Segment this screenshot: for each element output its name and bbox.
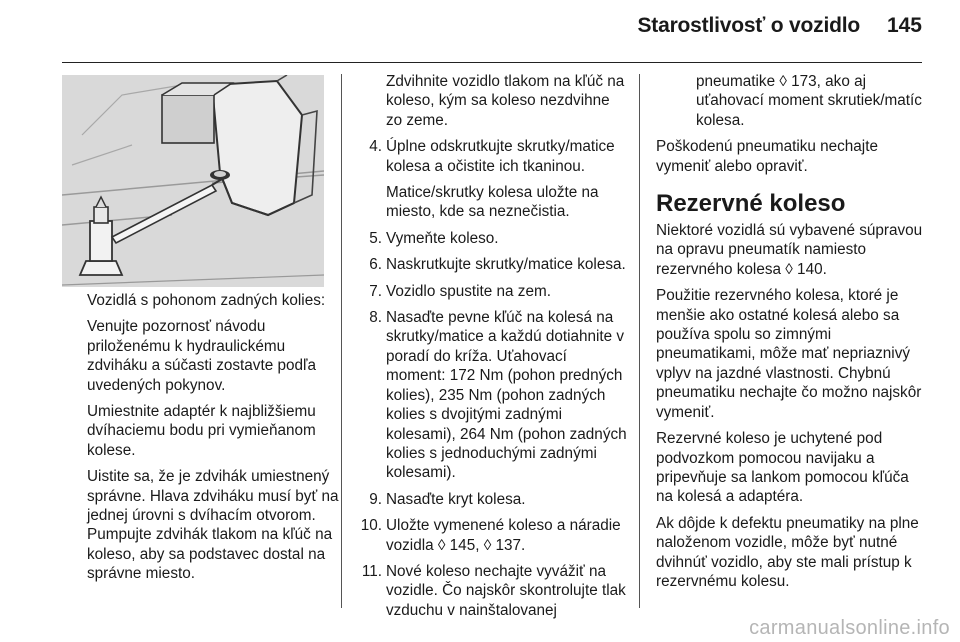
continued-step: Zdvihnite vozidlo tlakom na kľúč na koleso, kým sa koleso nezdvihne zo zeme. xyxy=(386,73,625,129)
jack-illustration xyxy=(62,75,324,287)
step-text: Nové koleso nechajte vyvážiť na vozidle. Čo najskôr skontrolujte tlak vzduchu v nainštalovanej xyxy=(386,562,626,619)
step-text: Úplne odskrutkujte skrutky/matice kolesa a očistite ich tkaninou. xyxy=(386,138,615,175)
step-number: 8. xyxy=(369,309,382,327)
rwd-intro: Vozidlá s pohonom zadných kolies: xyxy=(87,292,326,309)
watermark: carmanualsonline.info xyxy=(749,617,950,639)
step-text: Uložte vymenené koleso a náradie vozidla ◊ 145, ◊ 137. xyxy=(386,517,621,554)
step-text: Nasaďte pevne kľúč na kolesá na skrutky/matice a každú dotiahnite v poradí do kríža. Uťahovací moment: 172 Nm (pohon predných kolies), 235 Nm (pohon zadných kolies s dvojitými zadnými kolesami), 264 Nm (pohon zadných kolies s jednoduchými zadnými kolesami). xyxy=(386,309,627,482)
step-item xyxy=(346,490,628,509)
adapter-placement: Umiestnite adaptér k najbližšiemu dvíhaciemu bodu pri vymieňanom kolese. xyxy=(87,403,316,459)
step-item xyxy=(346,137,628,222)
jack-positioning: Uistite sa, že je zdvihák umiestnený správne. Hlava zdviháku musí byť na jednej úrovni s dvíhacím otvorom. Pumpujte zdvihák tlakom na kľúč na koleso, aby sa podstavec dostal na správne miesto. xyxy=(87,468,339,583)
column-divider-2 xyxy=(639,74,640,608)
step-item xyxy=(346,308,628,483)
step-number: 5. xyxy=(369,229,382,247)
step-number: 11. xyxy=(361,562,382,580)
step-text: Vozidlo spustite na zem. xyxy=(386,282,551,300)
spare-wheel-paragraph: Rezervné koleso je uchytené pod podvozkom pomocou navijaku a pripevňuje sa lankom pomocou kľúča na kolesá a adaptéra. xyxy=(656,430,909,506)
spare-wheel-paragraph: Použitie rezervného kolesa, ktoré je menšie ako ostatné kolesá alebo sa používa spolu so zimnými pneumatikami, môže mať nepriaznivý vplyv na jazdné vlastnosti. Chybnú pneumatiku nechajte čo možno najskôr vymeniť. xyxy=(656,287,922,421)
step-item xyxy=(346,255,628,274)
step-text: Nasaďte kryt kolesa. xyxy=(386,490,526,508)
spare-wheel-paragraph: Niektoré vozidlá sú vybavené súpravou na opravu pneumatík namiesto rezervného kolesa ◊ 140. xyxy=(656,222,923,278)
step-item xyxy=(346,229,628,248)
step-number: 6. xyxy=(369,256,382,274)
step-item xyxy=(346,516,628,555)
column-1 xyxy=(87,291,339,591)
step-number: 10. xyxy=(360,517,382,535)
spare-wheel-paragraph: Ak dôjde k defektu pneumatiky na plne naloženom vozidle, môže byť nutné dvihnúť vozidlo, aby ste mali prístup k rezervnému kolesu. xyxy=(656,514,919,590)
step-number: 9. xyxy=(369,490,382,508)
header-rule xyxy=(62,62,922,63)
continued-step: pneumatike ◊ 173, ako aj uťahovací moment skrutiek/matíc kolesa. xyxy=(696,73,922,129)
jack-instructions: Venujte pozornosť návodu priloženému k hydraulickému zdviháku a súčasti zostavte podľa uvedených pokynov. xyxy=(87,318,316,394)
column-divider-1 xyxy=(341,74,342,608)
column-3 xyxy=(656,72,926,598)
step-item xyxy=(346,282,628,301)
step-subtext: Matice/skrutky kolesa uložte na miesto, kde sa neznečistia. xyxy=(386,184,599,221)
page-number: 145 xyxy=(886,14,922,37)
step-number: 7. xyxy=(369,282,382,300)
column-2 xyxy=(346,72,628,627)
step-text: Vymeňte koleso. xyxy=(386,229,499,247)
page-header-title: Starostlivosť o vozidlo xyxy=(637,14,860,37)
step-item xyxy=(346,562,628,620)
step-text: Naskrutkujte skrutky/matice kolesa. xyxy=(386,256,626,274)
damaged-tire-note: Poškodenú pneumatiku nechajte vymeniť alebo opraviť. xyxy=(656,138,878,175)
section-heading-spare-wheel: Rezervné koleso xyxy=(656,190,846,218)
step-number: 4. xyxy=(369,138,382,156)
